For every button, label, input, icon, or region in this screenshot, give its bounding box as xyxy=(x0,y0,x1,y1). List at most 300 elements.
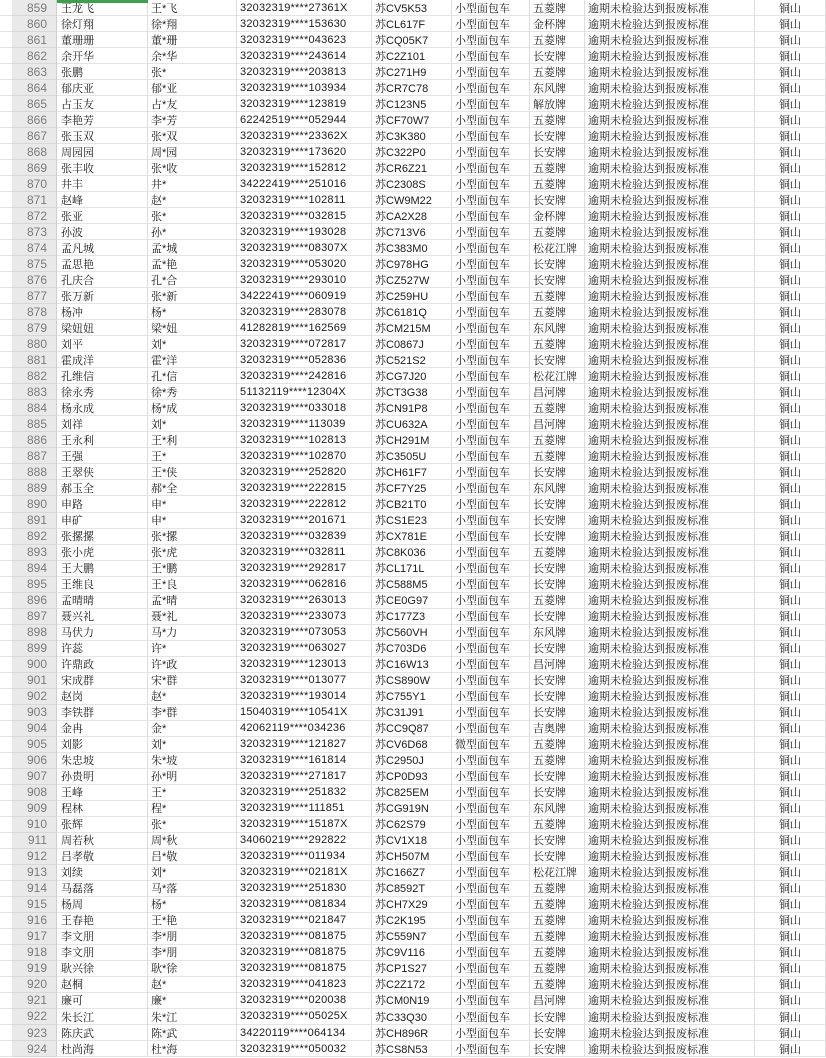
row-number-cell[interactable]: 889 xyxy=(12,480,57,496)
row-number-cell[interactable]: 918 xyxy=(12,945,57,961)
masked-name-cell[interactable]: 刘* xyxy=(148,865,237,881)
id-number-cell[interactable]: 32032319****032815 xyxy=(237,208,372,224)
plate-cell[interactable]: 苏CH507M xyxy=(372,849,452,865)
id-number-cell[interactable]: 32032319****271817 xyxy=(237,769,372,785)
region-cell[interactable]: 铜山 xyxy=(755,192,826,208)
id-number-cell[interactable]: 32032319****193014 xyxy=(237,689,372,705)
id-number-cell[interactable]: 32032319****02181X xyxy=(237,865,372,881)
masked-name-cell[interactable]: 王* xyxy=(148,448,237,464)
id-number-cell[interactable]: 32032319****05025X xyxy=(237,1009,372,1025)
region-cell[interactable]: 铜山 xyxy=(755,945,826,961)
status-cell[interactable]: 逾期未检验达到报废标准 xyxy=(585,80,755,96)
id-number-cell[interactable]: 32032319****032811 xyxy=(237,545,372,561)
plate-cell[interactable]: 苏CM0N19 xyxy=(372,993,452,1009)
vehicle-type-cell[interactable]: 小型面包车 xyxy=(452,561,530,577)
brand-cell[interactable]: 东风牌 xyxy=(530,480,585,496)
name-cell[interactable]: 杨周 xyxy=(57,897,148,913)
brand-cell[interactable]: 五菱牌 xyxy=(530,336,585,352)
name-cell[interactable]: 徐永秀 xyxy=(57,384,148,400)
masked-name-cell[interactable]: 孟*艳 xyxy=(148,256,237,272)
region-cell[interactable]: 铜山 xyxy=(755,673,826,689)
status-cell[interactable]: 逾期未检验达到报废标准 xyxy=(585,416,755,432)
region-cell[interactable]: 铜山 xyxy=(755,625,826,641)
status-cell[interactable]: 逾期未检验达到报废标准 xyxy=(585,833,755,849)
plate-cell[interactable]: 苏C3505U xyxy=(372,448,452,464)
row-number-cell[interactable]: 901 xyxy=(12,673,57,689)
brand-cell[interactable]: 五菱牌 xyxy=(530,432,585,448)
name-cell[interactable]: 张亚 xyxy=(57,208,148,224)
name-cell[interactable]: 霍成洋 xyxy=(57,352,148,368)
name-cell[interactable]: 李铁群 xyxy=(57,705,148,721)
brand-cell[interactable]: 五菱牌 xyxy=(530,400,585,416)
name-cell[interactable]: 张辉 xyxy=(57,817,148,833)
row-number-cell[interactable]: 879 xyxy=(12,320,57,336)
region-cell[interactable]: 铜山 xyxy=(755,496,826,512)
brand-cell[interactable]: 长安牌 xyxy=(530,689,585,705)
status-cell[interactable]: 逾期未检验达到报废标准 xyxy=(585,769,755,785)
status-cell[interactable]: 逾期未检验达到报废标准 xyxy=(585,208,755,224)
brand-cell[interactable]: 五菱牌 xyxy=(530,961,585,977)
masked-name-cell[interactable]: 马*力 xyxy=(148,625,237,641)
region-cell[interactable]: 铜山 xyxy=(755,593,826,609)
plate-cell[interactable]: 苏CH291M xyxy=(372,432,452,448)
name-cell[interactable]: 周园园 xyxy=(57,144,148,160)
name-cell[interactable]: 申路 xyxy=(57,496,148,512)
plate-cell[interactable]: 苏CR6Z21 xyxy=(372,160,452,176)
plate-cell[interactable]: 苏C322P0 xyxy=(372,144,452,160)
masked-name-cell[interactable]: 赵* xyxy=(148,192,237,208)
vehicle-type-cell[interactable]: 小型面包车 xyxy=(452,208,530,224)
masked-name-cell[interactable]: 杜*海 xyxy=(148,1041,237,1057)
plate-cell[interactable]: 苏C6181Q xyxy=(372,304,452,320)
row-number-cell[interactable]: 862 xyxy=(12,48,57,64)
region-cell[interactable]: 铜山 xyxy=(755,448,826,464)
brand-cell[interactable]: 昌河牌 xyxy=(530,993,585,1009)
id-number-cell[interactable]: 41282819****162569 xyxy=(237,320,372,336)
plate-cell[interactable]: 苏C2Z172 xyxy=(372,977,452,993)
id-number-cell[interactable]: 32032319****113039 xyxy=(237,416,372,432)
status-cell[interactable]: 逾期未检验达到报废标准 xyxy=(585,48,755,64)
brand-cell[interactable]: 东风牌 xyxy=(530,801,585,817)
brand-cell[interactable]: 昌河牌 xyxy=(530,416,585,432)
brand-cell[interactable]: 长安牌 xyxy=(530,513,585,529)
brand-cell[interactable]: 吉奥牌 xyxy=(530,721,585,737)
row-number-cell[interactable]: 886 xyxy=(12,432,57,448)
vehicle-type-cell[interactable]: 小型面包车 xyxy=(452,641,530,657)
masked-name-cell[interactable]: 杨*成 xyxy=(148,400,237,416)
row-number-cell[interactable]: 905 xyxy=(12,737,57,753)
masked-name-cell[interactable]: 王*良 xyxy=(148,577,237,593)
row-number-cell[interactable]: 880 xyxy=(12,336,57,352)
masked-name-cell[interactable]: 聂*礼 xyxy=(148,609,237,625)
name-cell[interactable]: 王大鹏 xyxy=(57,561,148,577)
vehicle-type-cell[interactable]: 小型面包车 xyxy=(452,577,530,593)
masked-name-cell[interactable]: 王*侠 xyxy=(148,464,237,480)
id-number-cell[interactable]: 32032319****102813 xyxy=(237,432,372,448)
brand-cell[interactable]: 五菱牌 xyxy=(530,817,585,833)
vehicle-type-cell[interactable]: 小型面包车 xyxy=(452,192,530,208)
vehicle-type-cell[interactable]: 小型面包车 xyxy=(452,705,530,721)
masked-name-cell[interactable]: 霍*洋 xyxy=(148,352,237,368)
id-number-cell[interactable]: 32032319****041823 xyxy=(237,977,372,993)
vehicle-type-cell[interactable]: 小型面包车 xyxy=(452,336,530,352)
status-cell[interactable]: 逾期未检验达到报废标准 xyxy=(585,641,755,657)
masked-name-cell[interactable]: 周*秋 xyxy=(148,833,237,849)
status-cell[interactable]: 逾期未检验达到报废标准 xyxy=(585,705,755,721)
row-number-cell[interactable]: 902 xyxy=(12,689,57,705)
masked-name-cell[interactable]: 许*政 xyxy=(148,657,237,673)
region-cell[interactable]: 铜山 xyxy=(755,577,826,593)
status-cell[interactable]: 逾期未检验达到报废标准 xyxy=(585,64,755,80)
region-cell[interactable]: 铜山 xyxy=(755,368,826,384)
masked-name-cell[interactable]: 张* xyxy=(148,208,237,224)
masked-name-cell[interactable]: 廉* xyxy=(148,993,237,1009)
status-cell[interactable]: 逾期未检验达到报废标准 xyxy=(585,609,755,625)
vehicle-type-cell[interactable]: 小型面包车 xyxy=(452,464,530,480)
name-cell[interactable]: 杜尚海 xyxy=(57,1041,148,1057)
name-cell[interactable]: 廉可 xyxy=(57,993,148,1009)
status-cell[interactable]: 逾期未检验达到报废标准 xyxy=(585,480,755,496)
brand-cell[interactable]: 五菱牌 xyxy=(530,897,585,913)
region-cell[interactable]: 铜山 xyxy=(755,48,826,64)
name-cell[interactable]: 王峰 xyxy=(57,785,148,801)
masked-name-cell[interactable]: 王*飞 xyxy=(148,0,237,16)
vehicle-type-cell[interactable]: 小型面包车 xyxy=(452,513,530,529)
plate-cell[interactable]: 苏C559N7 xyxy=(372,929,452,945)
plate-cell[interactable]: 苏CE0G97 xyxy=(372,593,452,609)
masked-name-cell[interactable]: 申* xyxy=(148,513,237,529)
status-cell[interactable]: 逾期未检验达到报废标准 xyxy=(585,352,755,368)
name-cell[interactable]: 申矿 xyxy=(57,513,148,529)
region-cell[interactable]: 铜山 xyxy=(755,561,826,577)
id-number-cell[interactable]: 32032319****043623 xyxy=(237,32,372,48)
region-cell[interactable]: 铜山 xyxy=(755,240,826,256)
region-cell[interactable]: 铜山 xyxy=(755,480,826,496)
masked-name-cell[interactable]: 郝*全 xyxy=(148,480,237,496)
brand-cell[interactable]: 昌河牌 xyxy=(530,384,585,400)
brand-cell[interactable]: 长安牌 xyxy=(530,192,585,208)
row-number-cell[interactable]: 892 xyxy=(12,529,57,545)
plate-cell[interactable]: 苏C588M5 xyxy=(372,577,452,593)
plate-cell[interactable]: 苏CV5K53 xyxy=(372,0,452,16)
name-cell[interactable]: 许鼎政 xyxy=(57,657,148,673)
id-number-cell[interactable]: 32032319****27361X xyxy=(237,0,372,16)
vehicle-type-cell[interactable]: 小型面包车 xyxy=(452,288,530,304)
id-number-cell[interactable]: 32032319****201671 xyxy=(237,513,372,529)
plate-cell[interactable]: 苏C16W13 xyxy=(372,657,452,673)
plate-cell[interactable]: 苏C383M0 xyxy=(372,240,452,256)
row-number-cell[interactable]: 871 xyxy=(12,192,57,208)
row-number-cell[interactable]: 878 xyxy=(12,304,57,320)
plate-cell[interactable]: 苏C0867J xyxy=(372,336,452,352)
row-number-cell[interactable]: 883 xyxy=(12,384,57,400)
plate-cell[interactable]: 苏CH7X29 xyxy=(372,897,452,913)
vehicle-type-cell[interactable]: 小型面包车 xyxy=(452,368,530,384)
masked-name-cell[interactable]: 耿*徐 xyxy=(148,961,237,977)
masked-name-cell[interactable]: 王*利 xyxy=(148,432,237,448)
region-cell[interactable]: 铜山 xyxy=(755,529,826,545)
id-number-cell[interactable]: 32032319****111851 xyxy=(237,801,372,817)
region-cell[interactable]: 铜山 xyxy=(755,432,826,448)
masked-name-cell[interactable]: 孙* xyxy=(148,224,237,240)
masked-name-cell[interactable]: 刘* xyxy=(148,336,237,352)
brand-cell[interactable]: 五菱牌 xyxy=(530,945,585,961)
plate-cell[interactable]: 苏C521S2 xyxy=(372,352,452,368)
plate-cell[interactable]: 苏C31J91 xyxy=(372,705,452,721)
masked-name-cell[interactable]: 余*华 xyxy=(148,48,237,64)
id-number-cell[interactable]: 32032319****072817 xyxy=(237,336,372,352)
brand-cell[interactable]: 长安牌 xyxy=(530,496,585,512)
row-number-cell[interactable]: 884 xyxy=(12,400,57,416)
plate-cell[interactable]: 苏C8592T xyxy=(372,881,452,897)
masked-name-cell[interactable]: 孟*城 xyxy=(148,240,237,256)
name-cell[interactable]: 梁妞妞 xyxy=(57,320,148,336)
vehicle-type-cell[interactable]: 小型面包车 xyxy=(452,160,530,176)
status-cell[interactable]: 逾期未检验达到报废标准 xyxy=(585,1025,755,1041)
vehicle-type-cell[interactable]: 小型面包车 xyxy=(452,1041,530,1057)
status-cell[interactable]: 逾期未检验达到报废标准 xyxy=(585,881,755,897)
name-cell[interactable]: 程林 xyxy=(57,801,148,817)
row-number-cell[interactable]: 866 xyxy=(12,112,57,128)
masked-name-cell[interactable]: 张*双 xyxy=(148,128,237,144)
name-cell[interactable]: 周若秋 xyxy=(57,833,148,849)
brand-cell[interactable]: 五菱牌 xyxy=(530,0,585,16)
brand-cell[interactable]: 长安牌 xyxy=(530,673,585,689)
region-cell[interactable]: 铜山 xyxy=(755,416,826,432)
masked-name-cell[interactable]: 吕*敬 xyxy=(148,849,237,865)
brand-cell[interactable]: 五菱牌 xyxy=(530,288,585,304)
vehicle-type-cell[interactable]: 小型面包车 xyxy=(452,993,530,1009)
region-cell[interactable]: 铜山 xyxy=(755,144,826,160)
name-cell[interactable]: 马伏力 xyxy=(57,625,148,641)
row-number-cell[interactable]: 911 xyxy=(12,833,57,849)
row-number-cell[interactable]: 859 xyxy=(12,0,57,16)
brand-cell[interactable]: 长安牌 xyxy=(530,785,585,801)
region-cell[interactable]: 铜山 xyxy=(755,849,826,865)
vehicle-type-cell[interactable]: 小型面包车 xyxy=(452,16,530,32)
id-number-cell[interactable]: 32032319****152812 xyxy=(237,160,372,176)
plate-cell[interactable]: 苏CV6D68 xyxy=(372,737,452,753)
region-cell[interactable]: 铜山 xyxy=(755,513,826,529)
plate-cell[interactable]: 苏CS1E23 xyxy=(372,513,452,529)
region-cell[interactable]: 铜山 xyxy=(755,705,826,721)
status-cell[interactable]: 逾期未检验达到报废标准 xyxy=(585,192,755,208)
masked-name-cell[interactable]: 王* xyxy=(148,785,237,801)
status-cell[interactable]: 逾期未检验达到报废标准 xyxy=(585,160,755,176)
name-cell[interactable]: 李艳芳 xyxy=(57,112,148,128)
vehicle-type-cell[interactable]: 小型面包车 xyxy=(452,224,530,240)
row-number-cell[interactable]: 869 xyxy=(12,160,57,176)
name-cell[interactable]: 王龙飞 xyxy=(57,0,148,16)
row-number-cell[interactable]: 877 xyxy=(12,288,57,304)
name-cell[interactable]: 孙贵明 xyxy=(57,769,148,785)
brand-cell[interactable]: 长安牌 xyxy=(530,272,585,288)
status-cell[interactable]: 逾期未检验达到报废标准 xyxy=(585,1041,755,1057)
name-cell[interactable]: 赵峰 xyxy=(57,192,148,208)
id-number-cell[interactable]: 32032319****173620 xyxy=(237,144,372,160)
brand-cell[interactable]: 五菱牌 xyxy=(530,977,585,993)
status-cell[interactable]: 逾期未检验达到报废标准 xyxy=(585,384,755,400)
plate-cell[interactable]: 苏CL617F xyxy=(372,16,452,32)
plate-cell[interactable]: 苏C33Q30 xyxy=(372,1009,452,1025)
id-number-cell[interactable]: 32032319****263013 xyxy=(237,593,372,609)
id-number-cell[interactable]: 34060219****292822 xyxy=(237,833,372,849)
vehicle-type-cell[interactable]: 小型面包车 xyxy=(452,240,530,256)
vehicle-type-cell[interactable]: 小型面包车 xyxy=(452,1025,530,1041)
row-number-cell[interactable]: 860 xyxy=(12,16,57,32)
name-cell[interactable]: 张小虎 xyxy=(57,545,148,561)
plate-cell[interactable]: 苏C2950J xyxy=(372,753,452,769)
brand-cell[interactable]: 东风牌 xyxy=(530,320,585,336)
id-number-cell[interactable]: 32032319****033018 xyxy=(237,400,372,416)
row-number-cell[interactable]: 873 xyxy=(12,224,57,240)
brand-cell[interactable]: 松花江牌 xyxy=(530,240,585,256)
vehicle-type-cell[interactable]: 小型面包车 xyxy=(452,593,530,609)
masked-name-cell[interactable]: 井* xyxy=(148,176,237,192)
region-cell[interactable]: 铜山 xyxy=(755,96,826,112)
id-number-cell[interactable]: 32032319****283078 xyxy=(237,304,372,320)
id-number-cell[interactable]: 32032319****123013 xyxy=(237,657,372,673)
region-cell[interactable]: 铜山 xyxy=(755,545,826,561)
plate-cell[interactable]: 苏CG919N xyxy=(372,801,452,817)
brand-cell[interactable]: 五菱牌 xyxy=(530,304,585,320)
plate-cell[interactable]: 苏CL171L xyxy=(372,561,452,577)
name-cell[interactable]: 徐灯翔 xyxy=(57,16,148,32)
id-number-cell[interactable]: 32032319****021847 xyxy=(237,913,372,929)
id-number-cell[interactable]: 32032319****081875 xyxy=(237,929,372,945)
vehicle-type-cell[interactable]: 小型面包车 xyxy=(452,609,530,625)
vehicle-type-cell[interactable]: 小型面包车 xyxy=(452,801,530,817)
plate-cell[interactable]: 苏CU632A xyxy=(372,416,452,432)
row-number-cell[interactable]: 893 xyxy=(12,545,57,561)
id-number-cell[interactable]: 32032319****233073 xyxy=(237,609,372,625)
region-cell[interactable]: 铜山 xyxy=(755,817,826,833)
brand-cell[interactable]: 长安牌 xyxy=(530,705,585,721)
brand-cell[interactable]: 长安牌 xyxy=(530,1025,585,1041)
status-cell[interactable]: 逾期未检验达到报废标准 xyxy=(585,929,755,945)
vehicle-type-cell[interactable]: 小型面包车 xyxy=(452,817,530,833)
id-number-cell[interactable]: 34222419****060919 xyxy=(237,288,372,304)
region-cell[interactable]: 铜山 xyxy=(755,64,826,80)
status-cell[interactable]: 逾期未检验达到报废标准 xyxy=(585,593,755,609)
masked-name-cell[interactable]: 许* xyxy=(148,641,237,657)
status-cell[interactable]: 逾期未检验达到报废标准 xyxy=(585,32,755,48)
plate-cell[interactable]: 苏CQ05K7 xyxy=(372,32,452,48)
plate-cell[interactable]: 苏C271H9 xyxy=(372,64,452,80)
name-cell[interactable]: 朱长江 xyxy=(57,1009,148,1025)
id-number-cell[interactable]: 34222419****251016 xyxy=(237,176,372,192)
row-number-cell[interactable]: 885 xyxy=(12,416,57,432)
status-cell[interactable]: 逾期未检验达到报废标准 xyxy=(585,657,755,673)
name-cell[interactable]: 李文朋 xyxy=(57,945,148,961)
name-cell[interactable]: 郝玉全 xyxy=(57,480,148,496)
region-cell[interactable]: 铜山 xyxy=(755,1025,826,1041)
brand-cell[interactable]: 长安牌 xyxy=(530,1009,585,1025)
id-number-cell[interactable]: 32032319****08307X xyxy=(237,240,372,256)
vehicle-type-cell[interactable]: 小型面包车 xyxy=(452,673,530,689)
region-cell[interactable]: 铜山 xyxy=(755,993,826,1009)
brand-cell[interactable]: 五菱牌 xyxy=(530,112,585,128)
region-cell[interactable]: 铜山 xyxy=(755,609,826,625)
masked-name-cell[interactable]: 朱*坡 xyxy=(148,753,237,769)
id-number-cell[interactable]: 32032319****013077 xyxy=(237,673,372,689)
name-cell[interactable]: 聂兴礼 xyxy=(57,609,148,625)
row-number-cell[interactable]: 914 xyxy=(12,881,57,897)
row-number-cell[interactable]: 920 xyxy=(12,977,57,993)
status-cell[interactable]: 逾期未检验达到报废标准 xyxy=(585,336,755,352)
vehicle-type-cell[interactable]: 小型面包车 xyxy=(452,432,530,448)
status-cell[interactable]: 逾期未检验达到报废标准 xyxy=(585,801,755,817)
region-cell[interactable]: 铜山 xyxy=(755,753,826,769)
brand-cell[interactable]: 长安牌 xyxy=(530,833,585,849)
vehicle-type-cell[interactable]: 小型面包车 xyxy=(452,529,530,545)
status-cell[interactable]: 逾期未检验达到报废标准 xyxy=(585,977,755,993)
name-cell[interactable]: 王翠侠 xyxy=(57,464,148,480)
vehicle-type-cell[interactable]: 小型面包车 xyxy=(452,945,530,961)
vehicle-type-cell[interactable]: 小型面包车 xyxy=(452,112,530,128)
plate-cell[interactable]: 苏C755Y1 xyxy=(372,689,452,705)
plate-cell[interactable]: 苏C62S79 xyxy=(372,817,452,833)
masked-name-cell[interactable]: 孟*晴 xyxy=(148,593,237,609)
id-number-cell[interactable]: 32032319****053020 xyxy=(237,256,372,272)
row-number-cell[interactable]: 887 xyxy=(12,448,57,464)
masked-name-cell[interactable]: 占*友 xyxy=(148,96,237,112)
brand-cell[interactable]: 长安牌 xyxy=(530,769,585,785)
id-number-cell[interactable]: 32032319****102811 xyxy=(237,192,372,208)
plate-cell[interactable]: 苏C123N5 xyxy=(372,96,452,112)
name-cell[interactable]: 许蕊 xyxy=(57,641,148,657)
name-cell[interactable]: 杨冲 xyxy=(57,304,148,320)
region-cell[interactable]: 铜山 xyxy=(755,0,826,16)
id-number-cell[interactable]: 32032319****121827 xyxy=(237,737,372,753)
name-cell[interactable]: 陈庆武 xyxy=(57,1025,148,1041)
brand-cell[interactable]: 长安牌 xyxy=(530,352,585,368)
status-cell[interactable]: 逾期未检验达到报废标准 xyxy=(585,897,755,913)
id-number-cell[interactable]: 32032319****293010 xyxy=(237,272,372,288)
status-cell[interactable]: 逾期未检验达到报废标准 xyxy=(585,288,755,304)
vehicle-type-cell[interactable]: 小型面包车 xyxy=(452,785,530,801)
vehicle-type-cell[interactable]: 小型面包车 xyxy=(452,929,530,945)
brand-cell[interactable]: 解放牌 xyxy=(530,96,585,112)
brand-cell[interactable]: 长安牌 xyxy=(530,609,585,625)
plate-cell[interactable]: 苏C8K036 xyxy=(372,545,452,561)
vehicle-type-cell[interactable]: 小型面包车 xyxy=(452,625,530,641)
vehicle-type-cell[interactable]: 小型面包车 xyxy=(452,545,530,561)
row-number-cell[interactable]: 868 xyxy=(12,144,57,160)
masked-name-cell[interactable]: 孙*明 xyxy=(148,769,237,785)
vehicle-type-cell[interactable]: 小型面包车 xyxy=(452,144,530,160)
id-number-cell[interactable]: 32032319****193028 xyxy=(237,224,372,240)
row-number-cell[interactable]: 861 xyxy=(12,32,57,48)
row-number-cell[interactable]: 921 xyxy=(12,993,57,1009)
name-cell[interactable]: 余开华 xyxy=(57,48,148,64)
name-cell[interactable]: 孟晴晴 xyxy=(57,593,148,609)
region-cell[interactable]: 铜山 xyxy=(755,112,826,128)
row-number-cell[interactable]: 908 xyxy=(12,785,57,801)
brand-cell[interactable]: 五菱牌 xyxy=(530,224,585,240)
id-number-cell[interactable]: 32032319****203813 xyxy=(237,64,372,80)
plate-cell[interactable]: 苏CV1X18 xyxy=(372,833,452,849)
vehicle-type-cell[interactable]: 小型面包车 xyxy=(452,721,530,737)
brand-cell[interactable]: 昌河牌 xyxy=(530,657,585,673)
row-number-cell[interactable]: 915 xyxy=(12,897,57,913)
status-cell[interactable]: 逾期未检验达到报废标准 xyxy=(585,0,755,16)
row-number-cell[interactable]: 917 xyxy=(12,929,57,945)
plate-cell[interactable]: 苏CR7C78 xyxy=(372,80,452,96)
id-number-cell[interactable]: 32032319****052836 xyxy=(237,352,372,368)
name-cell[interactable]: 王永利 xyxy=(57,432,148,448)
brand-cell[interactable]: 金杯牌 xyxy=(530,16,585,32)
